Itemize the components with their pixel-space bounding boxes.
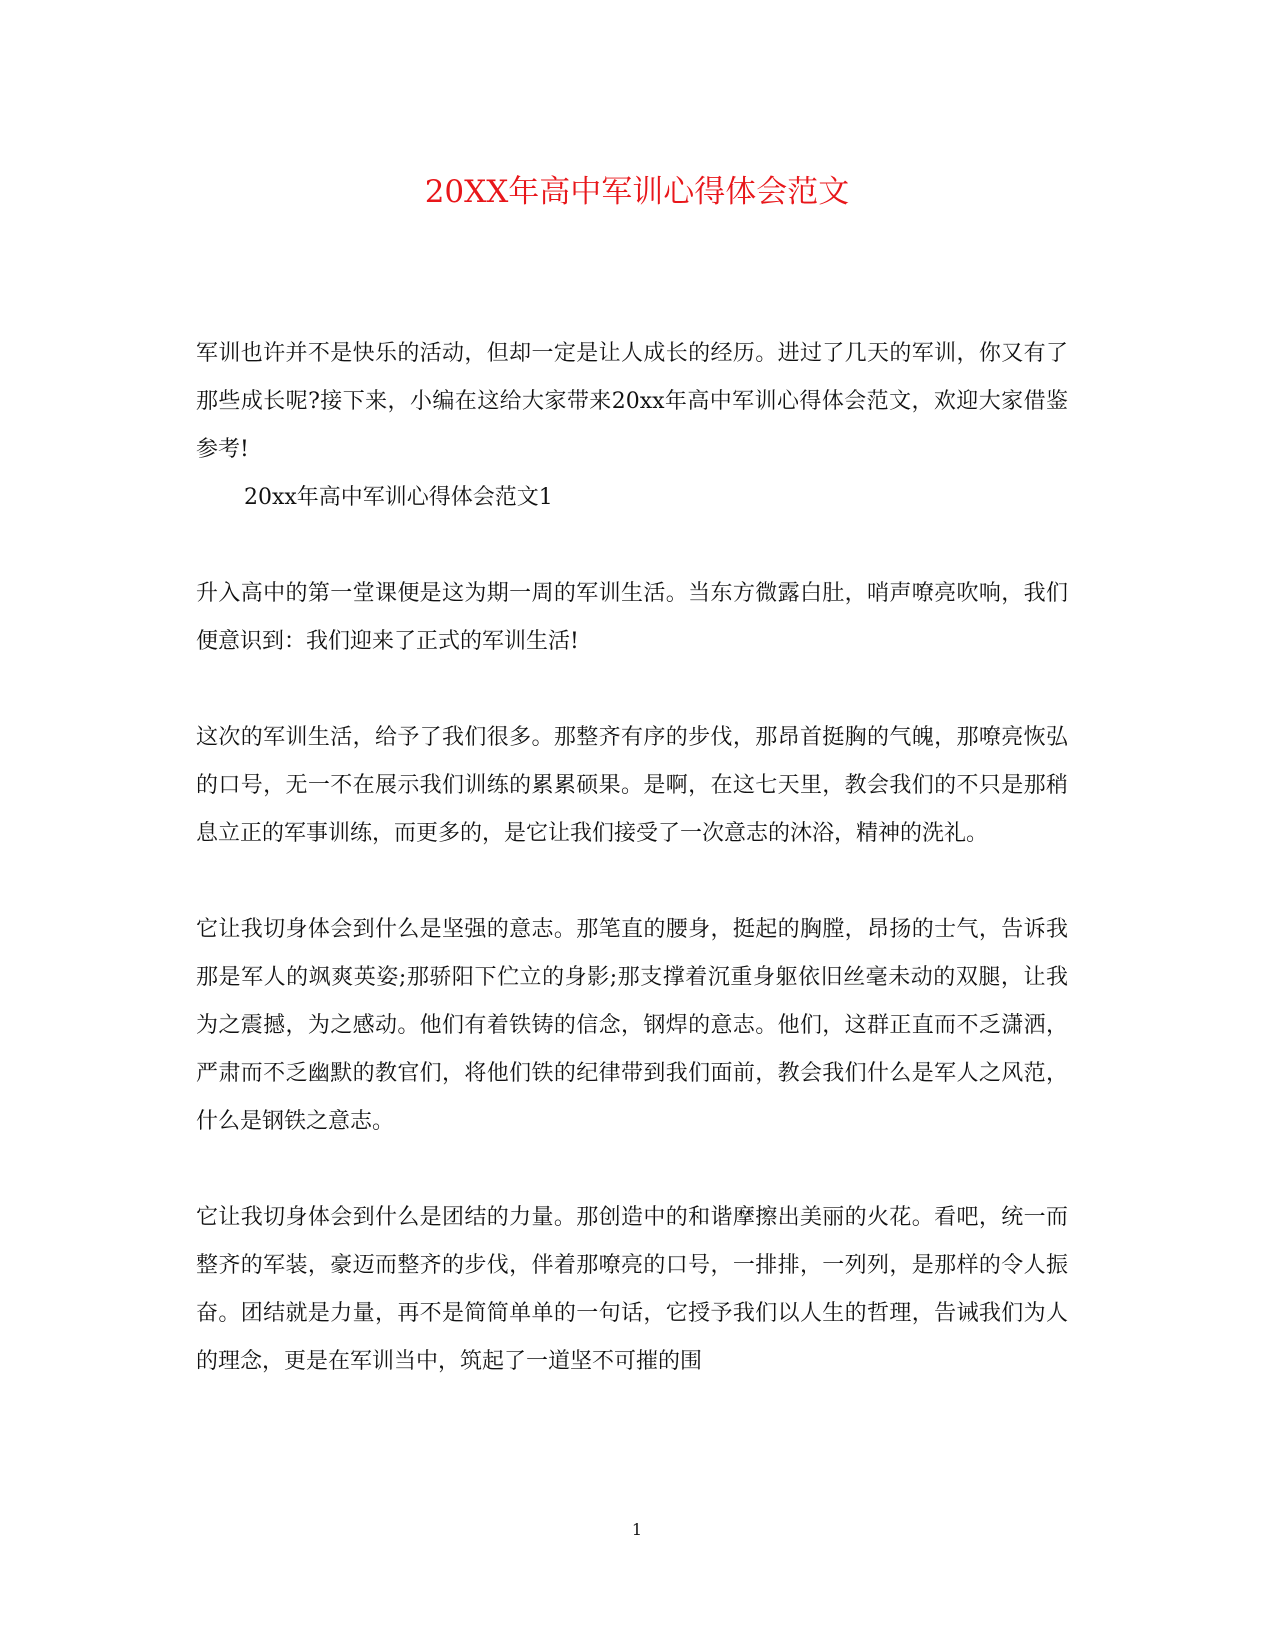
body-paragraph-3: 它让我切身体会到什么是坚强的意志。那笔直的腰身，挺起的胸膛，昂扬的士气，告诉我那是军人的飒爽英姿;那骄阳下伫立的身影;那支撑着沉重身躯依旧丝毫未动的双腿，让我为之震撼，为之感动。他们有着铁铸的信念，钢焊的意志。他们，这群正直而不乏潇洒，严肃而不乏幽默的教官们，将他们铁的纪律带到我们面前，教会我们什么是军人之风范，什么是钢铁之意志。 (196, 917, 1068, 1134)
body-paragraph-2: 这次的军训生活，给予了我们很多。那整齐有序的步伐，那昂首挺胸的气魄，那嘹亮恢弘的口号，无一不在展示我们训练的累累硕果。是啊，在这七天里，教会我们的不只是那稍息立正的军事训练，而更多的，是它让我们接受了一次意志的沐浴，精神的洗礼。 (196, 725, 1068, 846)
body-paragraph-4: 它让我切身体会到什么是团结的力量。那创造中的和谐摩擦出美丽的火花。看吧，统一而整齐的军装，豪迈而整齐的步伐，伴着那嘹亮的口号，一排排，一列列，是那样的令人振奋。团结就是力量，再不是简简单单的一句话，它授予我们以人生的哲理，告诫我们为人的理念，更是在军训当中，筑起了一道坚不可摧的围 (196, 1205, 1068, 1374)
document-body (196, 330, 1068, 1386)
intro-paragraph: 军训也许并不是快乐的活动，但却一定是让人成长的经历。进过了几天的军训，你又有了那些成长呢?接下来，小编在这给大家带来20xx年高中军训心得体会范文，欢迎大家借鉴参考! (196, 341, 1068, 462)
section-subheading: 20xx年高中军训心得体会范文1 (244, 485, 553, 510)
body-paragraph-1: 升入高中的第一堂课便是这为期一周的军训生活。当东方微露白肚，哨声嘹亮吹响，我们便意识到：我们迎来了正式的军训生活! (196, 581, 1068, 654)
page-number: 1 (631, 1520, 643, 1539)
page-title: 20XX年高中军训心得体会范文 (424, 174, 850, 210)
